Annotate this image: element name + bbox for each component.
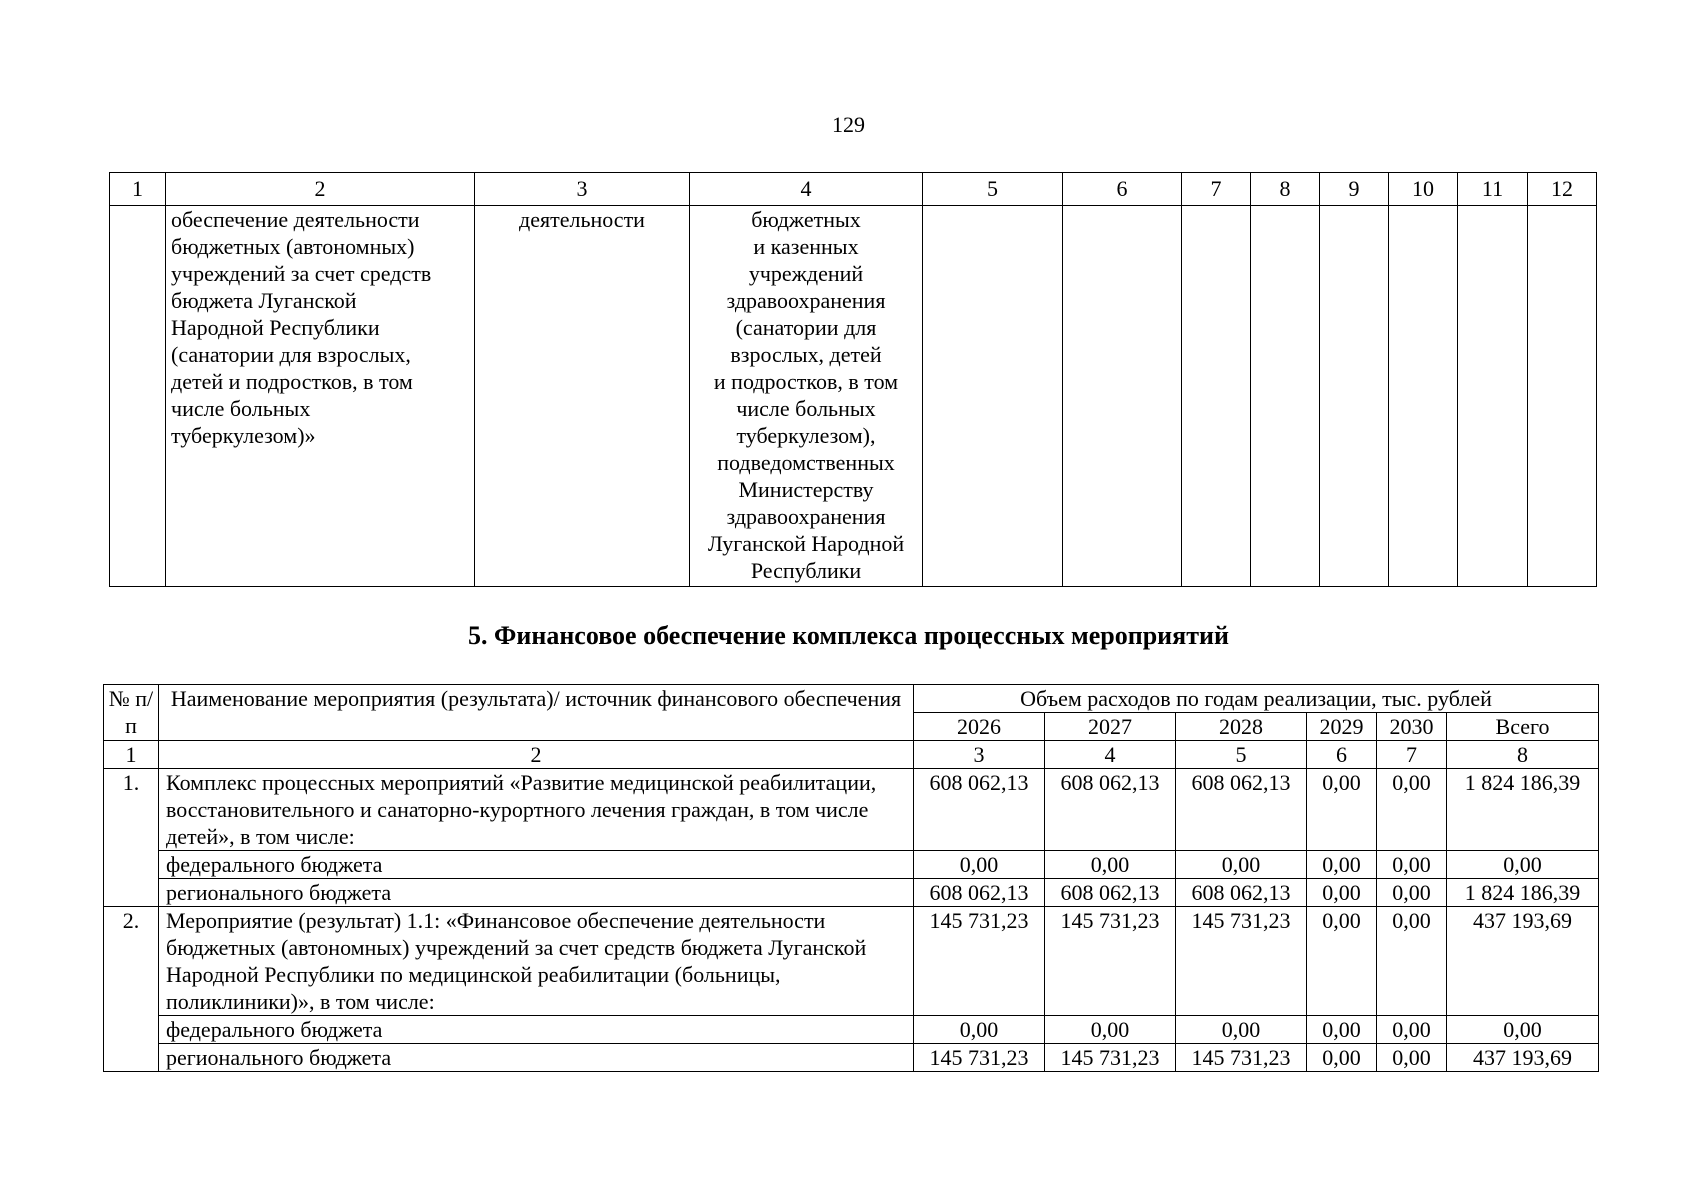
value-cell: 0,00: [914, 1016, 1045, 1044]
column-number-header: 7: [1182, 173, 1251, 206]
text-line: подведомственных: [717, 450, 895, 475]
column-number-header: 2: [166, 173, 475, 206]
header-volume: Объем расходов по годам реализации, тыс. рублей: [914, 685, 1599, 713]
table-row: [104, 1016, 1599, 1044]
text-line: туберкулезом)»: [171, 423, 316, 448]
value-cell: 145 731,23: [1176, 907, 1307, 1016]
text-line: бюджетных (автономных): [171, 234, 415, 259]
continuation-cell-empty: [1182, 206, 1251, 587]
row-number: 1.: [104, 769, 159, 907]
column-number-header: 9: [1320, 173, 1389, 206]
value-cell: 0,00: [1045, 1016, 1176, 1044]
text-line: и подростков, в том: [713, 369, 899, 394]
value-cell: 145 731,23: [1045, 1044, 1176, 1072]
value-cell: 0,00: [1307, 907, 1377, 1016]
section-title: 5. Финансовое обеспечение комплекса процессных мероприятий: [468, 621, 1229, 650]
continuation-cell-institutions: [690, 206, 923, 587]
text-line: бюджета Луганской: [171, 288, 357, 313]
continuation-header-row: [110, 173, 1597, 206]
header-year: 2029: [1307, 713, 1377, 741]
table-row: [104, 907, 1599, 1016]
text-line: Луганской Народной: [707, 531, 905, 556]
header-name: Наименование мероприятия (результата)/ источник финансового обеспечения: [159, 685, 914, 741]
value-cell: 0,00: [1377, 907, 1447, 1016]
table-row: [104, 851, 1599, 879]
column-number-header: 8: [1251, 173, 1320, 206]
row-title: Комплекс процессных мероприятий «Развитие медицинской реабилитации, восстановительного и санаторно-курортного лечения граждан, в том числе детей», в том числе:: [159, 769, 914, 851]
text-line: (санатории для: [735, 315, 877, 340]
column-number: 2: [159, 741, 914, 769]
column-number-header: 4: [690, 173, 923, 206]
column-number-header: 10: [1389, 173, 1458, 206]
text-line: обеспечение деятельности: [171, 207, 420, 232]
text-line: учреждений: [748, 261, 864, 286]
value-cell: 145 731,23: [914, 907, 1045, 1016]
header-year: 2027: [1045, 713, 1176, 741]
continuation-cell-number: [110, 206, 166, 587]
value-cell: 145 731,23: [914, 1044, 1045, 1072]
text-line: Министерству: [738, 477, 874, 502]
total-cell: 0,00: [1447, 1016, 1599, 1044]
value-cell: 0,00: [1377, 851, 1447, 879]
column-number: 3: [914, 741, 1045, 769]
continuation-row: [110, 206, 1597, 587]
row-title: Мероприятие (результат) 1.1: «Финансовое обеспечение деятельности бюджетных (автономных) учреждений за счет средств бюджета Луганской Народной Республики по медицинской реабилитации (больницы, поликлиники)», в том числе:: [159, 907, 914, 1016]
text-line: туберкулезом),: [736, 423, 876, 448]
column-number-header: 3: [475, 173, 690, 206]
financial-header-row: [104, 685, 1599, 713]
continuation-cell-empty: [1389, 206, 1458, 587]
column-number-header: 12: [1528, 173, 1597, 206]
table-row: [104, 769, 1599, 851]
source-label: регионального бюджета: [159, 879, 914, 907]
column-number-header: 1: [110, 173, 166, 206]
value-cell: 0,00: [1377, 879, 1447, 907]
value-cell: 0,00: [1307, 1044, 1377, 1072]
value-cell: 0,00: [1176, 1016, 1307, 1044]
source-label: регионального бюджета: [159, 1044, 914, 1072]
value-cell: 608 062,13: [1176, 879, 1307, 907]
total-cell: 1 824 186,39: [1447, 879, 1599, 907]
value-cell: 608 062,13: [1176, 769, 1307, 851]
value-cell: 0,00: [1307, 769, 1377, 851]
text-line: здравоохранения: [726, 288, 886, 313]
page-number: 129: [832, 112, 865, 137]
column-number-header: 5: [923, 173, 1063, 206]
header-number: № п/п: [104, 685, 159, 741]
text-line: числе больных: [171, 396, 311, 421]
text-line: числе больных: [736, 396, 876, 421]
continuation-cell-type: деятельности: [475, 206, 690, 587]
table-row: [104, 879, 1599, 907]
value-cell: 0,00: [1307, 1016, 1377, 1044]
column-number: 8: [1447, 741, 1599, 769]
text-line: и казенных: [753, 234, 859, 259]
continuation-cell-empty: [1528, 206, 1597, 587]
row-number: 2.: [104, 907, 159, 1072]
total-cell: 437 193,69: [1447, 907, 1599, 1016]
continuation-table: [109, 172, 1597, 587]
continuation-cell-empty: [923, 206, 1063, 587]
header-year: 2026: [914, 713, 1045, 741]
column-number-header: 6: [1063, 173, 1182, 206]
value-cell: 608 062,13: [1045, 879, 1176, 907]
continuation-cell-description: [166, 206, 475, 587]
total-cell: 437 193,69: [1447, 1044, 1599, 1072]
table-row: [104, 1044, 1599, 1072]
source-label: федерального бюджета: [159, 851, 914, 879]
source-label: федерального бюджета: [159, 1016, 914, 1044]
value-cell: 0,00: [1377, 1044, 1447, 1072]
column-number-header: 11: [1458, 173, 1528, 206]
continuation-cell-empty: [1458, 206, 1528, 587]
value-cell: 145 731,23: [1176, 1044, 1307, 1072]
value-cell: 145 731,23: [1045, 907, 1176, 1016]
column-number: 4: [1045, 741, 1176, 769]
text-line: бюджетных: [751, 207, 861, 232]
value-cell: 0,00: [1377, 1016, 1447, 1044]
value-cell: 608 062,13: [1045, 769, 1176, 851]
header-year: 2030: [1377, 713, 1447, 741]
financial-table: [103, 684, 1599, 1072]
header-total: Всего: [1447, 713, 1599, 741]
value-cell: 0,00: [1307, 879, 1377, 907]
column-number: 1: [104, 741, 159, 769]
text-line: учреждений за счет средств: [171, 261, 432, 286]
value-cell: 0,00: [1377, 769, 1447, 851]
continuation-cell-empty: [1251, 206, 1320, 587]
financial-column-numbers-row: [104, 741, 1599, 769]
text-line: Народной Республики: [171, 315, 380, 340]
total-cell: 1 824 186,39: [1447, 769, 1599, 851]
column-number: 7: [1377, 741, 1447, 769]
continuation-cell-empty: [1320, 206, 1389, 587]
text-line: Республики: [750, 558, 862, 583]
value-cell: 608 062,13: [914, 769, 1045, 851]
text-line: (санатории для взрослых,: [171, 342, 411, 367]
value-cell: 0,00: [1176, 851, 1307, 879]
continuation-cell-empty: [1063, 206, 1182, 587]
total-cell: 0,00: [1447, 851, 1599, 879]
value-cell: 0,00: [1045, 851, 1176, 879]
column-number: 5: [1176, 741, 1307, 769]
value-cell: 608 062,13: [914, 879, 1045, 907]
text-line: детей и подростков, в том: [171, 369, 413, 394]
header-year: 2028: [1176, 713, 1307, 741]
column-number: 6: [1307, 741, 1377, 769]
value-cell: 0,00: [1307, 851, 1377, 879]
value-cell: 0,00: [914, 851, 1045, 879]
text-line: взрослых, детей: [730, 342, 882, 367]
text-line: здравоохранения: [726, 504, 886, 529]
